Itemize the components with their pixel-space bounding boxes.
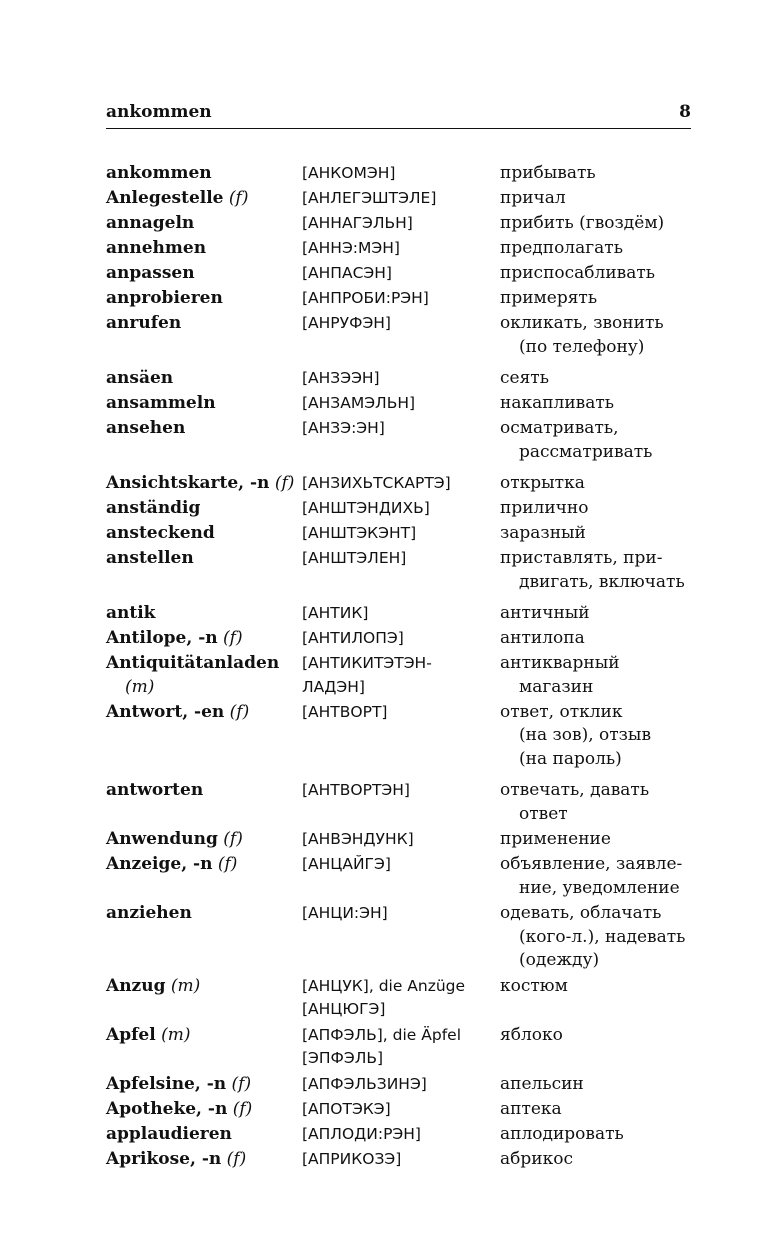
translation-line: (одежду) [519,950,600,970]
translation-line: приставлять, при- [500,548,663,568]
running-head: ankommen [106,102,212,122]
transcription-line: [АНЦУК], die Anzüge [302,976,466,995]
transcription [302,417,492,441]
headword [106,1024,296,1048]
headword-line [106,828,296,852]
headword [106,902,296,926]
translation-line: объявление, заявле- [500,854,683,874]
translation-line: антилопа [500,628,585,648]
transcription-line: [АПРИКОЗЭ] [302,1149,402,1168]
headword-text: ansäen [106,368,174,388]
transcription-line: [АПЛОДИ:РЭН] [302,1124,421,1143]
transcription-line: [АНТИК] [302,604,369,622]
headword-line [106,676,296,700]
transcription [302,312,492,336]
translation [500,392,696,416]
headword [106,187,296,211]
translation [500,312,696,359]
headword [106,522,296,546]
headword-line [106,1073,296,1097]
transcription-line: [АНПРОБИ:РЭН] [302,289,429,307]
translation-line: абрикос [500,1148,573,1169]
translation [500,902,696,973]
entry-row [106,1148,696,1172]
translation-line: заразный [500,523,586,543]
headword-text: annageln [106,213,195,233]
translation [500,1123,696,1147]
transcription [302,853,492,877]
transcription-line: [АНЗАМЭЛЬН] [302,394,416,412]
headword-text: ankommen [106,163,212,183]
headword [106,1123,296,1147]
plural-suffix: , -en [182,701,225,722]
headword [106,1073,296,1097]
headword [106,779,296,803]
gender-label: (f) [231,1073,252,1094]
translation-line: аплодировать [500,1123,624,1144]
translation [500,701,696,772]
entry-row [106,392,696,416]
transcription-line: [АНЗЭ:ЭН] [302,419,385,437]
headword-text: Antwort [106,701,183,722]
headword-line [106,547,296,571]
transcription-line: [АНТВОРТЭН] [302,781,410,799]
transcription [302,547,492,571]
headword [106,701,296,725]
plural-suffix: , -n [194,1073,227,1094]
entry-row [106,975,696,1022]
transcription-line: [АНЦЮГЭ] [302,1000,386,1018]
transcription-line: [АНЦАЙГЭ] [302,855,391,873]
headword-text: anstellen [106,548,194,568]
transcription-line: [АНЦИ:ЭН] [302,904,388,922]
translation-line: (на пароль) [519,748,622,769]
gender-label: (f) [223,628,243,648]
transcription-line: [ЭПФЭЛЬ] [302,1049,384,1067]
headword-line [106,162,296,186]
entry-row [106,522,696,546]
headword-text: ansammeln [106,393,216,413]
translation [500,652,696,699]
transcription [302,497,492,521]
entry-row [106,1098,696,1122]
headword-text: Aprikose [106,1148,190,1169]
transcription [302,162,492,186]
translation-line: прибить (гвоздём) [500,213,665,233]
entry-row [106,627,696,651]
translation-line: осматривать, [500,418,619,438]
headword [106,262,296,286]
translation [500,1073,696,1097]
entry-row [106,547,696,594]
headword-text: anprobieren [106,288,223,308]
entry-row [106,701,696,772]
transcription [302,627,492,651]
headword-text: ansehen [106,418,186,438]
headword [106,652,296,699]
headword-text: Anzug [106,975,166,996]
headword [106,828,296,852]
translation-line: отвечать, давать [500,780,650,800]
headword-line [106,497,296,521]
headword-text: ansteckend [106,523,215,543]
transcription [302,701,492,725]
headword-text: antik [106,603,156,623]
headword-line [106,652,296,676]
headword [106,602,296,626]
transcription-line: [АНТВОРТ] [302,702,388,721]
headword [106,1148,296,1172]
transcription-line: [АНШТЭНДИХЬ] [302,499,430,517]
transcription-line: ЛАДЭН] [302,677,365,696]
transcription [302,1098,492,1122]
headword [106,497,296,521]
headword-line [106,1098,296,1122]
headword-text: Apotheke [106,1098,197,1119]
transcription [302,652,492,699]
transcription-line: [АНШТЭКЭНТ] [302,524,417,542]
plural-suffix: , -n [196,1098,228,1119]
headword-line [106,287,296,311]
transcription-line: [АННЭ:МЭН] [302,239,400,257]
headword-line [106,853,296,877]
transcription-line: [АНШТЭЛЕН] [302,549,407,567]
headword-line [106,1148,296,1172]
headword [106,237,296,261]
entry-row [106,853,696,900]
transcription [302,212,492,236]
transcription [302,779,492,803]
transcription [302,287,492,311]
headword-line [106,262,296,286]
headword [106,287,296,311]
translation-line: костюм [500,975,568,996]
translation [500,472,696,496]
transcription [302,1148,492,1172]
headword-text: Anzeige [106,854,182,874]
entry-row [106,902,696,973]
gender-label: (f) [223,829,243,849]
gender-label: (f) [228,188,249,208]
entry-row [106,287,696,311]
translation [500,627,696,651]
gender-label: (f) [229,701,250,722]
translation-line: антикварный [500,653,620,673]
transcription [302,1024,492,1071]
headword [106,853,296,877]
transcription-line: [АПОТЭКЭ] [302,1099,391,1118]
translation-line: примерять [500,288,598,308]
headword [106,975,296,999]
translation [500,187,696,211]
headword-line [106,367,296,391]
transcription-line: [АНПАСЭН] [302,264,392,282]
headword-text: anziehen [106,903,192,923]
entry-row [106,828,696,852]
entry-row [106,602,696,626]
headword [106,162,296,186]
transcription [302,367,492,391]
translation-line: прилично [500,498,589,518]
page-number: 8 [679,102,691,122]
gender-label: (m) [125,676,155,697]
translation [500,975,696,999]
transcription [302,602,492,626]
translation-line: применение [500,829,611,849]
translation-line: (кого-л.), надевать [519,926,686,947]
headword-text: anrufen [106,313,182,333]
headword-line [106,1024,296,1048]
entry-row [106,237,696,261]
headword [106,1098,296,1122]
entry-row [106,652,696,699]
translation [500,237,696,261]
plural-suffix: , -n [181,854,213,874]
translation-line: окликать, звонить [500,313,664,333]
transcription [302,828,492,852]
headword-line [106,975,296,999]
headword-text: Apfel [106,1024,156,1045]
gender-label: (m) [170,975,201,996]
transcription-line: [АНЗЭЭН] [302,369,380,387]
headword-text: anständig [106,498,201,518]
translation [500,602,696,626]
transcription-line: [АНВЭНДУНК] [302,830,414,848]
entry-row [106,472,696,496]
translation-line: накапливать [500,393,615,413]
transcription [302,262,492,286]
transcription-line: [АПФЭЛЬ], die Äpfel [302,1025,462,1044]
headword-text: antworten [106,780,204,800]
translation-line: ответ, отклик [500,701,623,722]
headword-line [106,701,296,725]
transcription-line: [АНКОМЭН] [302,164,396,182]
translation [500,262,696,286]
translation [500,417,696,464]
plural-suffix: , -n [186,628,218,648]
translation-line: магазин [519,676,594,697]
headword-line [106,627,296,651]
translation [500,1148,696,1172]
headword-line [106,392,296,416]
translation [500,497,696,521]
translation-line: причал [500,188,566,208]
headword-line [106,779,296,803]
translation [500,522,696,546]
headword-line [106,417,296,441]
translation [500,828,696,852]
headword [106,212,296,236]
translation-line: предполагать [500,238,623,258]
transcription-line: [АНРУФЭН] [302,314,391,332]
translation [500,547,696,594]
headword [106,547,296,571]
translation [500,212,696,236]
entry-row [106,1073,696,1097]
headword [106,392,296,416]
headword [106,417,296,441]
transcription [302,237,492,261]
entry-row [106,312,696,359]
translation-line: античный [500,603,590,623]
translation-line: ответ [519,803,568,824]
translation-line: открытка [500,473,585,493]
page-header [106,100,691,129]
translation [500,367,696,391]
headword-line [106,522,296,546]
entry-row [106,212,696,236]
entry-row [106,417,696,464]
entry-row [106,262,696,286]
translation-line: приспосабливать [500,263,656,283]
headword-line [106,212,296,236]
headword [106,627,296,651]
translation-line: прибывать [500,163,596,183]
translation [500,1024,696,1048]
translation [500,853,696,900]
transcription [302,472,492,496]
headword-text: Anlegestelle [106,188,224,208]
headword-text: Antiquitätanladen [106,653,280,673]
headword-line [106,902,296,926]
transcription-line: [АНЛЕГЭШТЭЛЕ] [302,189,437,207]
transcription [302,902,492,926]
headword [106,472,296,496]
plural-suffix: , -n [190,1148,222,1169]
translation-line: аптека [500,1098,562,1119]
transcription-line: [АНТИКИТЭТЭН- [302,654,432,672]
transcription-line: [АНЗИХЬТСКАРТЭ] [302,474,451,492]
entry-row [106,497,696,521]
translation-line: одевать, облачать [500,903,662,923]
transcription [302,392,492,416]
translation-line: (по телефону) [519,336,645,357]
translation-line: апельсин [500,1073,584,1094]
gender-label: (f) [232,1098,253,1119]
translation [500,162,696,186]
entry-row [106,367,696,391]
gender-label: (f) [217,854,238,874]
headword-line [106,187,296,211]
headword-line [106,602,296,626]
transcription-line: [АННАГЭЛЬН] [302,214,413,232]
gender-label: (f) [274,473,295,493]
entry-row [106,162,696,186]
translation-line: яблоко [500,1024,563,1045]
translation [500,779,696,826]
headword-line [106,1123,296,1147]
entry-row [106,187,696,211]
transcription [302,975,492,1022]
transcription [302,1123,492,1147]
entry-row [106,779,696,826]
translation [500,1098,696,1122]
headword-text: Anwendung [106,829,218,849]
translation-line: (на зов), отзыв [519,725,652,745]
translation-line: ние, уведомление [519,877,680,898]
headword-text: anpassen [106,263,195,283]
headword-text: annehmen [106,238,207,258]
transcription-line: [АНТИЛОПЭ] [302,629,404,647]
translation-line: двигать, включать [519,571,685,592]
dictionary-entries [106,162,696,1173]
transcription [302,1073,492,1097]
headword-text: Ansichtskarte [106,473,239,493]
translation-line: сеять [500,368,549,388]
gender-label: (m) [161,1024,191,1045]
headword-line [106,472,296,496]
headword-text: Apfelsine [106,1073,195,1094]
headword-line [106,312,296,336]
headword-text: Antilope [106,628,187,648]
headword [106,367,296,391]
gender-label: (f) [226,1148,247,1169]
headword-text: applaudieren [106,1123,232,1144]
transcription-line: [АПФЭЛЬЗИНЭ] [302,1074,427,1093]
entry-row [106,1123,696,1147]
translation [500,287,696,311]
plural-suffix: , -n [238,473,270,493]
entry-row [106,1024,696,1071]
headword-line [106,237,296,261]
translation-line: рассматривать [519,441,653,462]
transcription [302,187,492,211]
headword [106,312,296,336]
transcription [302,522,492,546]
